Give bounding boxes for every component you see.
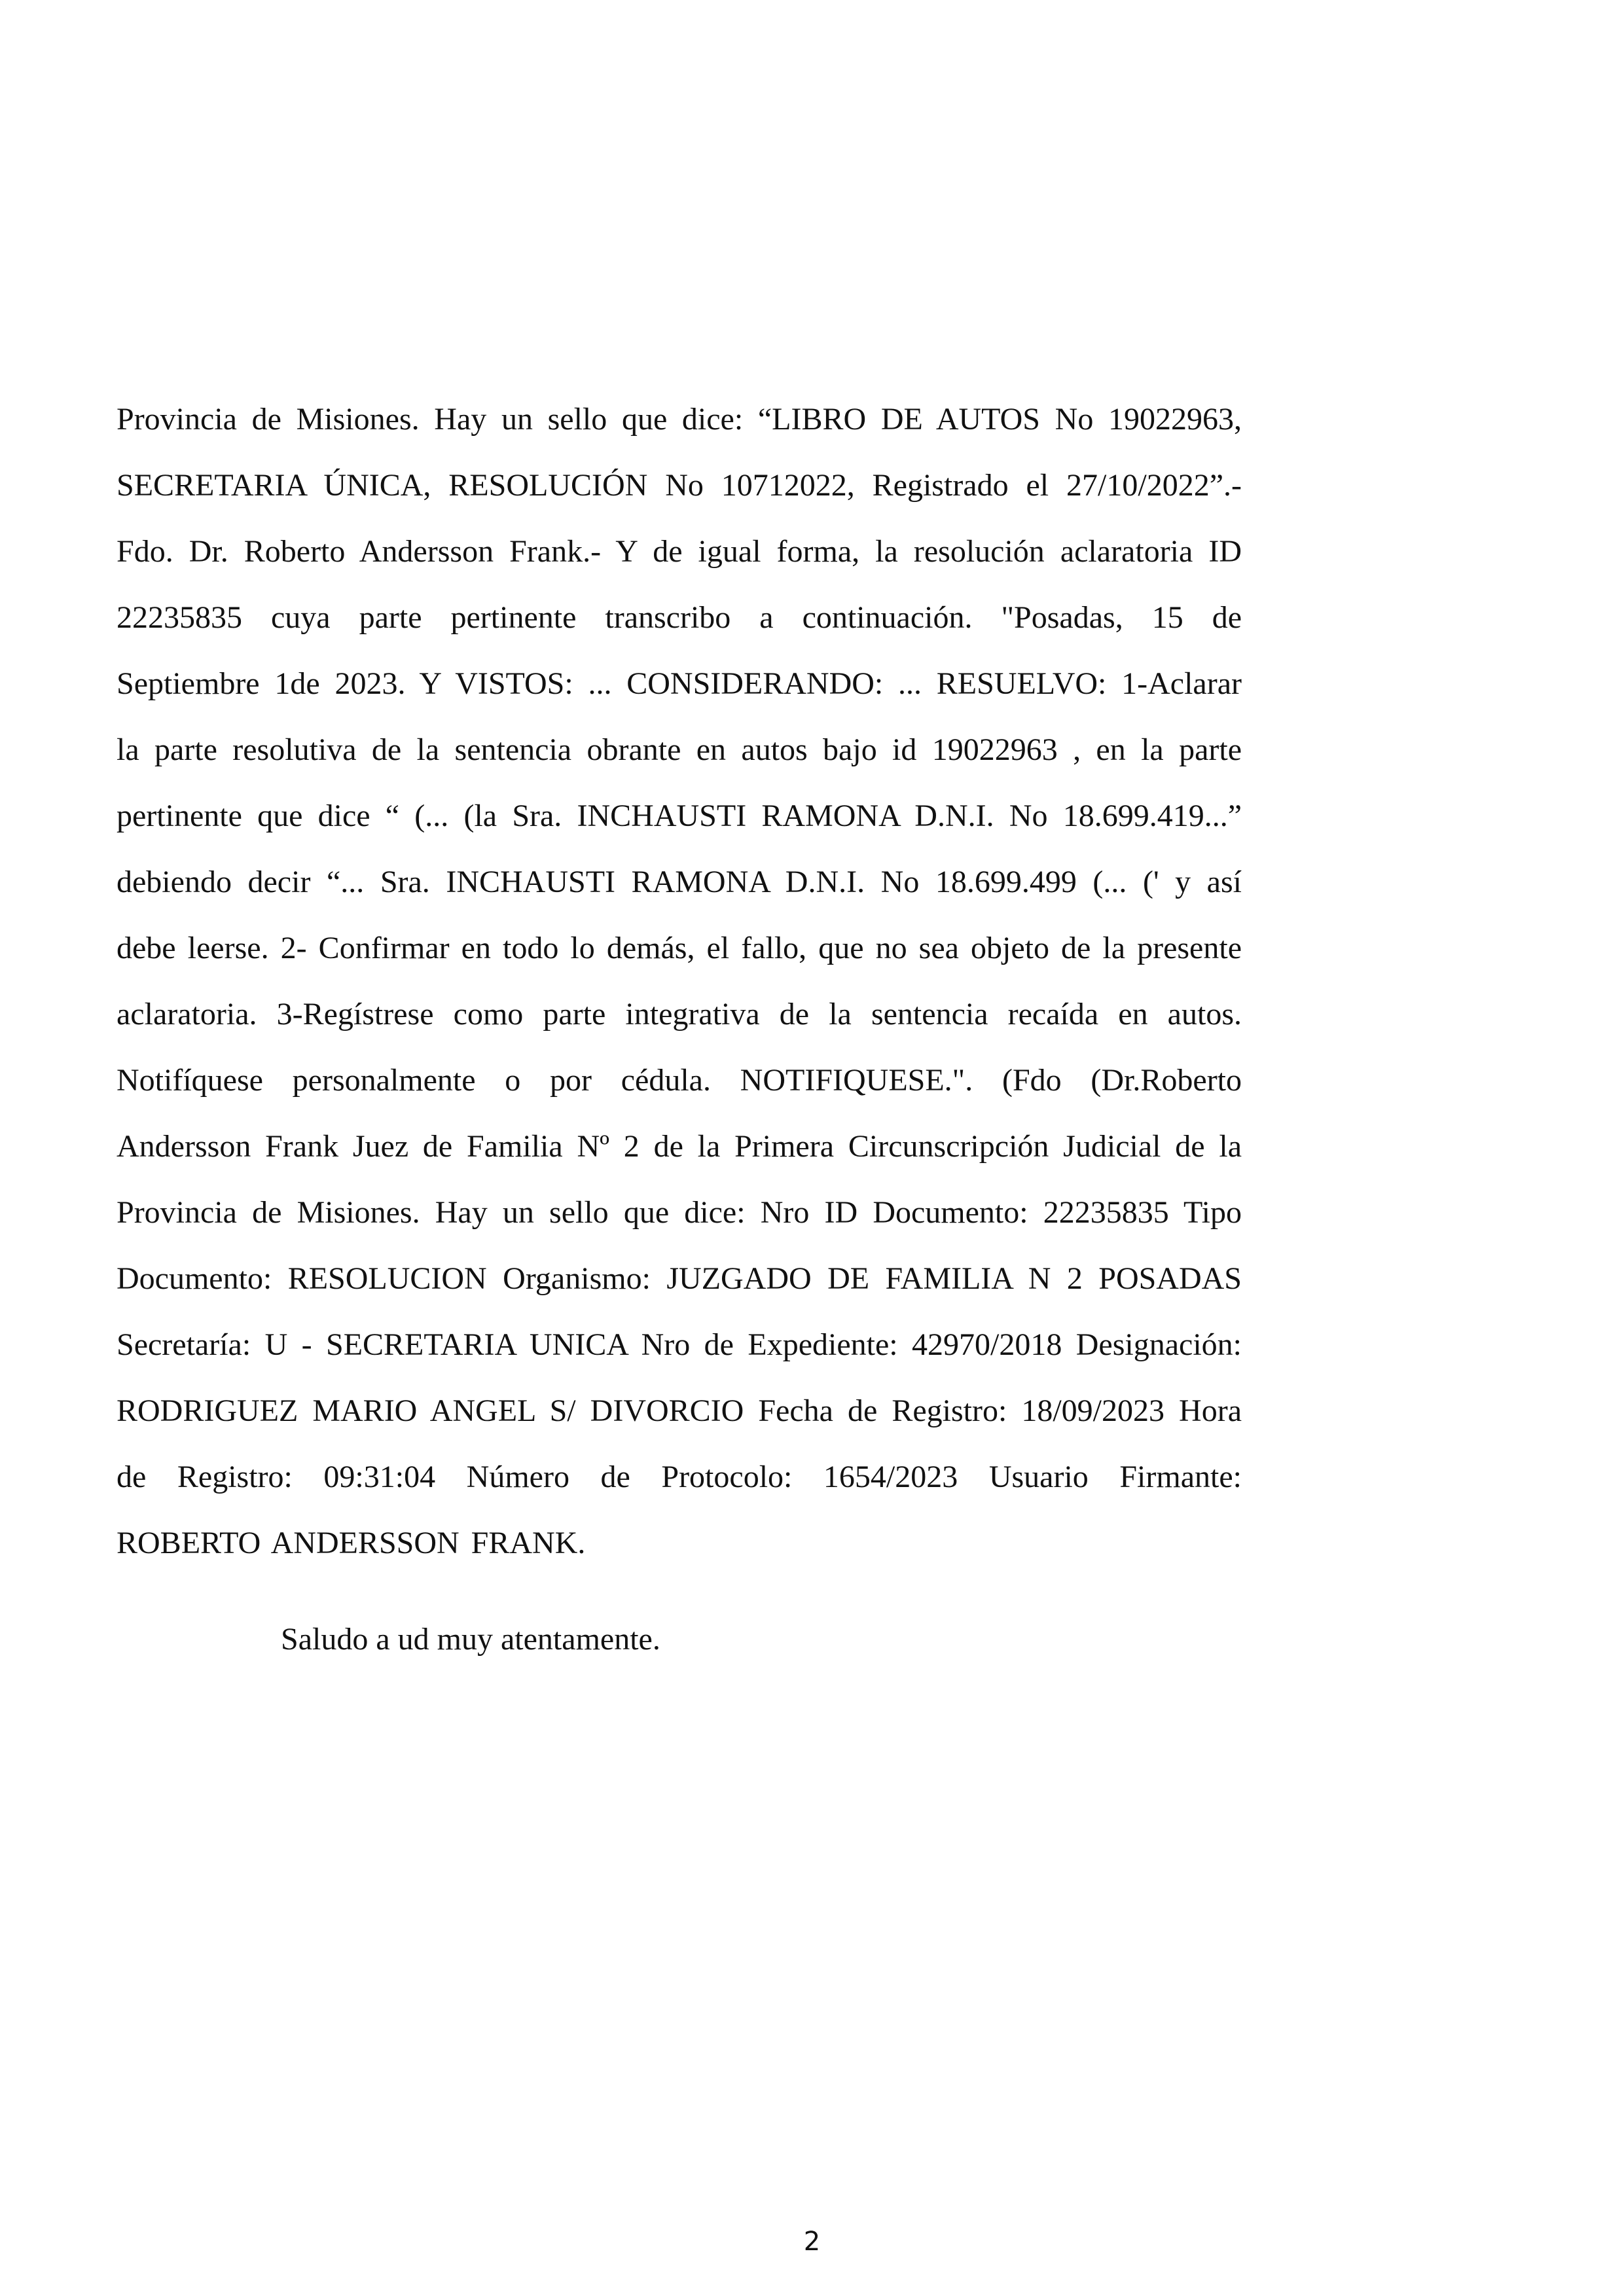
body-line: aclaratoria. 3-Regístrese como parte integrativa de la sentencia recaída en autos. (117, 997, 1242, 1031)
body-line: Provincia de Misiones. Hay un sello que dice: “LIBRO DE AUTOS No 19022963, (117, 402, 1242, 437)
body-line: debiendo decir “... Sra. INCHAUSTI RAMONA D.N.I. No 18.699.499 (... (' y así (117, 865, 1242, 899)
body-text (117, 391, 1242, 1581)
body-line: Andersson Frank Juez de Familia Nº 2 de la Primera Circunscripción Judicial de la (117, 1129, 1242, 1164)
body-line: Fdo. Dr. Roberto Andersson Frank.- Y de igual forma, la resolución aclaratoria ID (117, 534, 1242, 569)
body-line: Documento: RESOLUCION Organismo: JUZGADO DE FAMILIA N 2 POSADAS (117, 1261, 1242, 1296)
body-line: RODRIGUEZ MARIO ANGEL S/ DIVORCIO Fecha de Registro: 18/09/2023 Hora (117, 1393, 1242, 1428)
body-line: de Registro: 09:31:04 Número de Protocolo: 1654/2023 Usuario Firmante: (117, 1460, 1242, 1494)
body-line: Septiembre 1de 2023. Y VISTOS: ... CONSIDERANDO: ... RESUELVO: 1-Aclarar (117, 666, 1242, 701)
body-line: debe leerse. 2- Confirmar en todo lo demás, el fallo, que no sea objeto de la presente (117, 931, 1242, 965)
body-line: la parte resolutiva de la sentencia obrante en autos bajo id 19022963 , en la parte (117, 732, 1242, 767)
body-line: pertinente que dice “ (... (la Sra. INCHAUSTI RAMONA D.N.I. No 18.699.419...” (117, 798, 1242, 833)
body-line: Notifíquese personalmente o por cédula. NOTIFIQUESE.". (Fdo (Dr.Roberto (117, 1063, 1242, 1098)
closing-salutation: Saludo a ud muy atentamente. (281, 1622, 660, 1657)
body-line: Provincia de Misiones. Hay un sello que dice: Nro ID Documento: 22235835 Tipo (117, 1195, 1242, 1230)
page-number: 2 (803, 2227, 821, 2257)
body-line-final: ROBERTO ANDERSSON FRANK. (117, 1526, 586, 1560)
body-line: SECRETARIA ÚNICA, RESOLUCIÓN No 10712022, Registrado el 27/10/2022”.- (117, 468, 1242, 503)
body-line: Secretaría: U - SECRETARIA UNICA Nro de Expediente: 42970/2018 Designación: (117, 1327, 1242, 1362)
body-line: 22235835 cuya parte pertinente transcribo a continuación. "Posadas, 15 de (117, 600, 1242, 635)
